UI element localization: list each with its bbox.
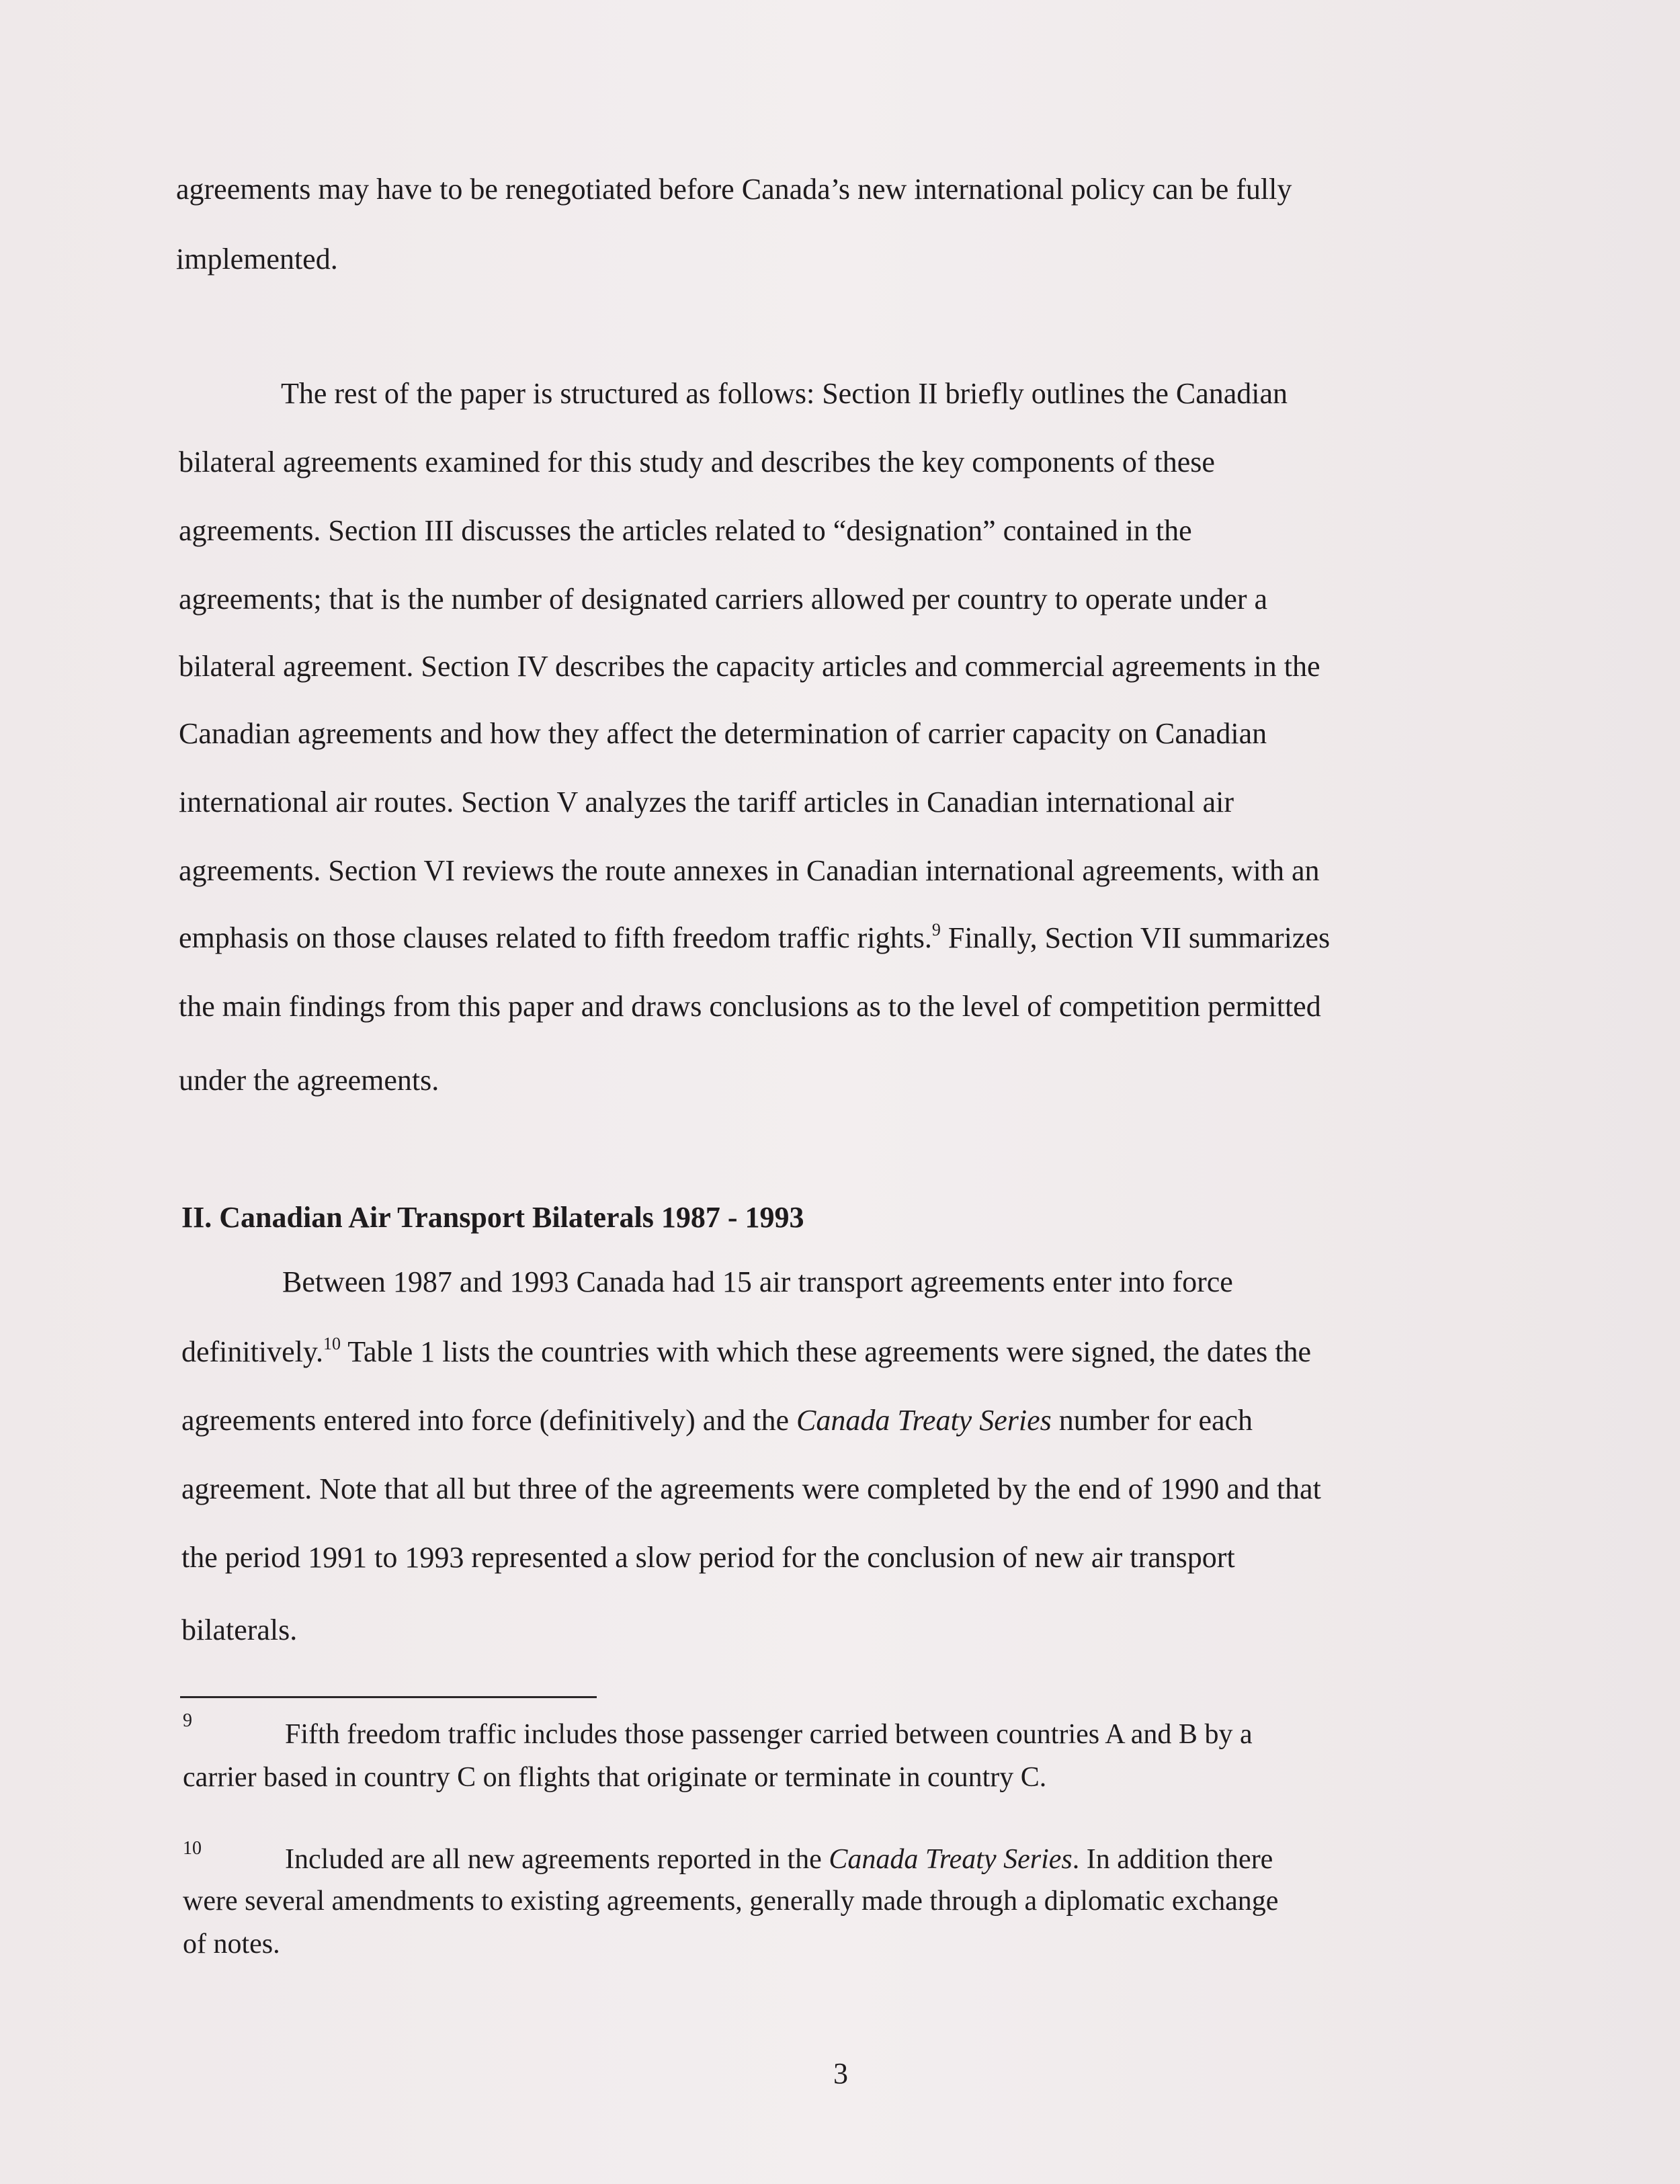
section-heading: II. Canadian Air Transport Bilaterals 1987 - 1993: [181, 1201, 804, 1234]
text-segment: agreements entered into force (definitively) and the: [181, 1404, 797, 1437]
footnote-line: of notes.: [183, 1929, 280, 1960]
paragraph-line: the period 1991 to 1993 represented a slow period for the conclusion of new air transport: [181, 1541, 1235, 1574]
footnote-divider: [180, 1696, 597, 1698]
footnote-line: [285, 1843, 1273, 1876]
paragraph-line: agreement. Note that all but three of the agreements were completed by the end of 1990 and that: [181, 1472, 1321, 1505]
footnote-line: carrier based in country C on flights that originate or terminate in country C.: [183, 1762, 1047, 1793]
text-segment: Included are all new agreements reported in the: [285, 1844, 829, 1875]
paragraph-line: bilateral agreements examined for this study and describes the key components of these: [179, 446, 1215, 478]
text-segment: Table 1 lists the countries with which these agreements were signed, the dates the: [340, 1335, 1312, 1368]
intro-line: implemented.: [176, 243, 338, 276]
intro-line: agreements may have to be renegotiated before Canada’s new international policy can be fully: [176, 173, 1292, 206]
paragraph-line: [179, 921, 1330, 960]
footnote-marker: 9: [183, 1710, 192, 1731]
paragraph-line: agreements. Section III discusses the articles related to “designation” contained in the: [179, 514, 1192, 547]
paragraph-line: [181, 1335, 1311, 1374]
text-segment: definitively.: [181, 1335, 323, 1368]
paragraph-line: under the agreements.: [179, 1064, 439, 1097]
paragraph-line: Between 1987 and 1993 Canada had 15 air transport agreements enter into force: [282, 1265, 1233, 1298]
footnote-line: were several amendments to existing agreements, generally made through a diplomatic exchange: [183, 1886, 1279, 1917]
paragraph-line: Canadian agreements and how they affect the determination of carrier capacity on Canadian: [179, 717, 1267, 750]
paragraph-line: bilaterals.: [181, 1613, 298, 1646]
text-segment: number for each: [1051, 1404, 1253, 1437]
treaty-series-title: Canada Treaty Series: [829, 1844, 1073, 1875]
paragraph-line: [181, 1403, 1253, 1438]
text-segment: emphasis on those clauses related to fifth freedom traffic rights.: [179, 921, 932, 954]
paragraph-line: agreements; that is the number of designated carriers allowed per country to operate under a: [179, 583, 1268, 616]
paragraph-line: bilateral agreement. Section IV describes the capacity articles and commercial agreements in the: [179, 650, 1320, 683]
page-number: 3: [833, 2057, 848, 2090]
paragraph-line: the main findings from this paper and draws conclusions as to the level of competition permitted: [179, 990, 1321, 1023]
text-segment: . In addition there: [1072, 1844, 1273, 1875]
treaty-series-title: Canada Treaty Series: [796, 1404, 1052, 1437]
footnote-ref-9: 9: [931, 920, 941, 939]
footnote-line: Fifth freedom traffic includes those passenger carried between countries A and B by a: [285, 1719, 1253, 1750]
paragraph-line: international air routes. Section V analyzes the tariff articles in Canadian international air: [179, 786, 1234, 818]
paragraph-line: agreements. Section VI reviews the route annexes in Canadian international agreements, with an: [179, 854, 1320, 887]
footnote-ref-10: 10: [323, 1334, 341, 1353]
text-segment: Finally, Section VII summarizes: [940, 921, 1331, 954]
footnote-marker: 10: [183, 1838, 202, 1859]
paragraph-line: The rest of the paper is structured as follows: Section II briefly outlines the Canadian: [281, 377, 1288, 410]
